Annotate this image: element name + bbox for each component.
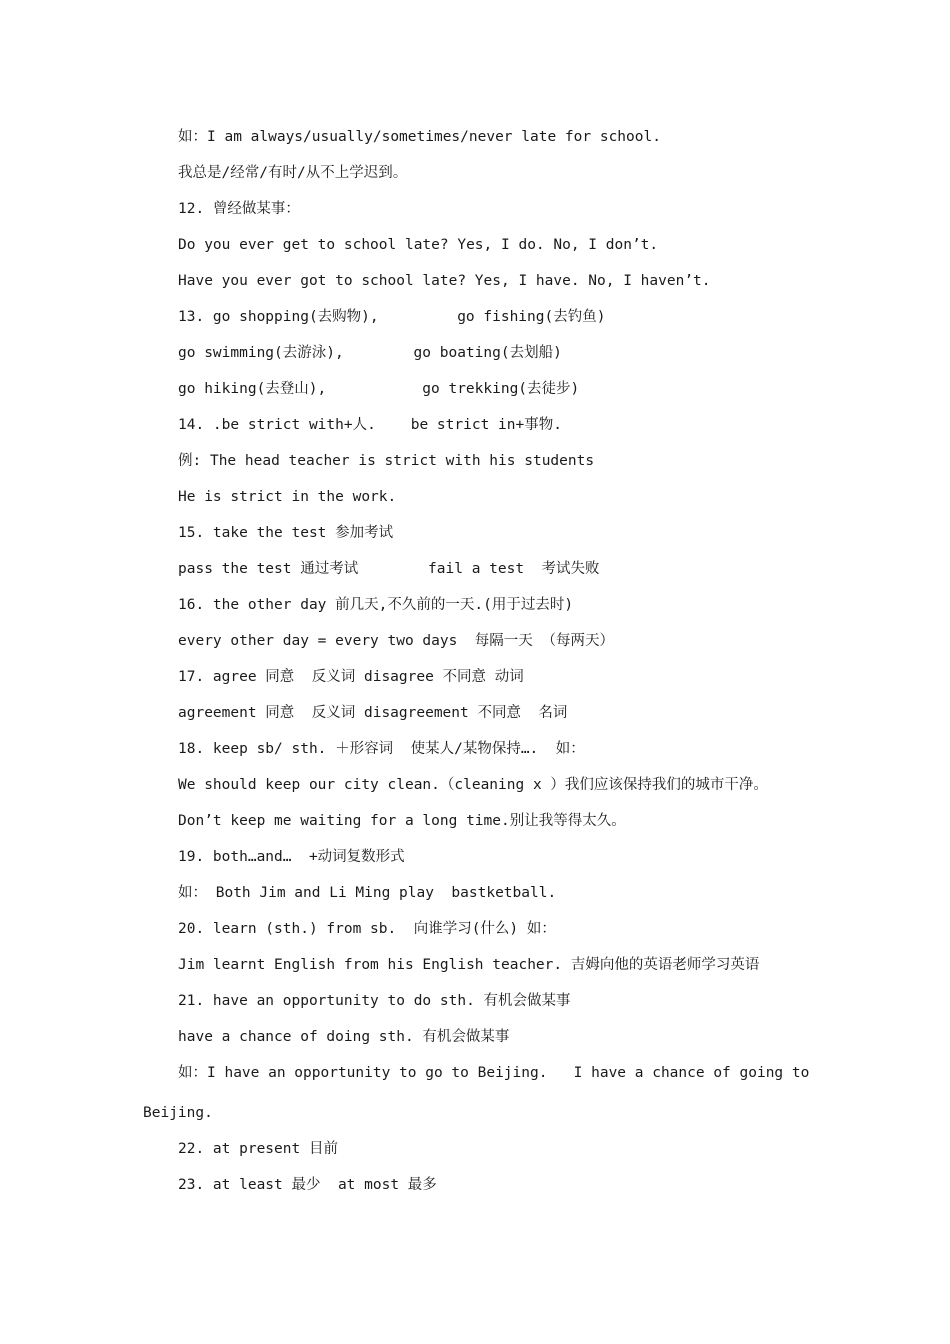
- section-heading: 22. at present 目前: [178, 1141, 338, 1157]
- section-heading: 14. .be strict with+人. be strict in+事物.: [178, 417, 562, 433]
- section-heading: 19. both…and… +动词复数形式: [178, 849, 405, 865]
- text-line: go hiking(去登山), go trekking(去徒步): [178, 381, 580, 397]
- section-heading: 16. the other day 前几天,不久前的一天.(用于过去时): [178, 597, 574, 613]
- text-line: 我总是/经常/有时/从不上学迟到。: [178, 165, 408, 181]
- section-heading: 12. 曾经做某事：: [178, 201, 300, 217]
- text-line: We should keep our city clean.（cleaning x ）我们应该保持我们的城市干净。: [178, 777, 768, 793]
- section-heading: 21. have an opportunity to do sth. 有机会做某事: [178, 993, 571, 1009]
- section-heading: 18. keep sb/ sth. ＋形容词 使某人/某物保持…. 如：: [178, 741, 585, 757]
- section-heading: 15. take the test 参加考试: [178, 525, 394, 541]
- section-heading: 13. go shopping(去购物), go fishing(去钓鱼): [178, 309, 606, 325]
- text-line: Jim learnt English from his English teacher. 吉姆向他的英语老师学习英语: [178, 957, 760, 973]
- section-heading: 23. at least 最少 at most 最多: [178, 1177, 437, 1193]
- text-line: Do you ever get to school late? Yes, I do. No, I don’t.: [178, 237, 659, 253]
- text-line: 例: The head teacher is strict with his students: [178, 453, 595, 469]
- text-line: agreement 同意 反义词 disagreement 不同意 名词: [178, 705, 568, 721]
- section-heading: 17. agree 同意 反义词 disagree 不同意 动词: [178, 669, 524, 685]
- text-line: 如： Both Jim and Li Ming play bastketball.: [178, 885, 557, 901]
- text-line: go swimming(去游泳), go boating(去划船): [178, 345, 562, 361]
- text-line: have a chance of doing sth. 有机会做某事: [178, 1029, 510, 1045]
- text-line: Don’t keep me waiting for a long time.别让我等得太久。: [178, 813, 626, 829]
- text-line: Have you ever got to school late? Yes, I have. No, I haven’t.: [178, 273, 711, 289]
- text-line: 如：I am always/usually/sometimes/never late for school.: [178, 129, 661, 145]
- text-line: pass the test 通过考试 fail a test 考试失败: [178, 561, 600, 577]
- text-line: every other day = every two days 每隔一天 （每两天）: [178, 633, 615, 649]
- text-line-continuation: Beijing.: [143, 1105, 213, 1121]
- section-heading: 20. learn (sth.) from sb. 向谁学习(什么) 如：: [178, 921, 556, 937]
- text-line: He is strict in the work.: [178, 489, 397, 505]
- text-line: 如：I have an opportunity to go to Beijing. I have a chance of going to: [178, 1065, 810, 1081]
